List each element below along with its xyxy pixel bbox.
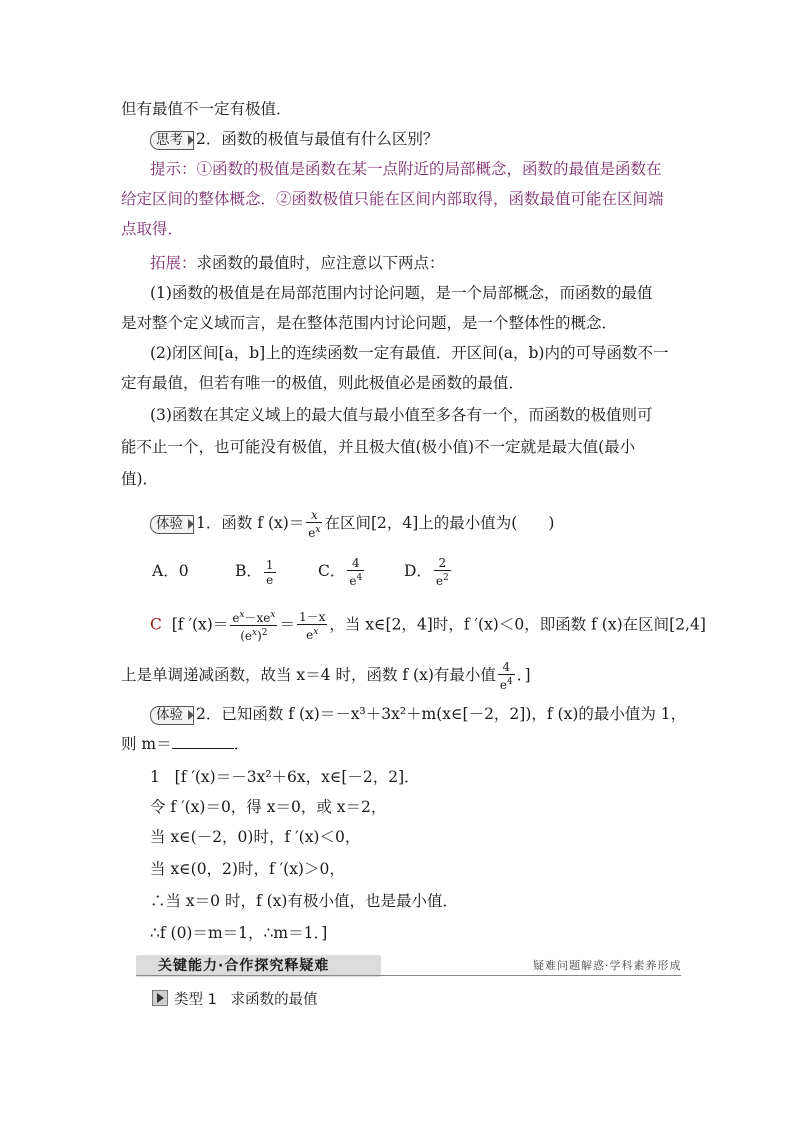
exercise-2-question-line-2 xyxy=(121,733,249,755)
ex2-line2-pre: 则 m＝ xyxy=(121,735,172,753)
exercise-1-solution-line-1 xyxy=(150,608,706,643)
frac-num: 4 xyxy=(498,660,515,675)
exercise-tag: 体验 xyxy=(150,706,194,725)
exercise-1-solution-line-2 xyxy=(121,660,531,692)
den-part: e xyxy=(306,627,314,642)
frac-num: 1－x xyxy=(298,609,326,624)
frac-den-sup: 4 xyxy=(356,573,363,583)
expand-p1b: 是对整个定义域而言，是在整体范围内讨论问题，是一个整体性的概念． xyxy=(121,314,618,332)
exercise-2-solution-1 xyxy=(150,766,420,788)
ex1-pre: 1．函数 f (x)＝ xyxy=(196,514,305,532)
think-text: 2．函数的极值与最值有什么区别？ xyxy=(196,130,439,148)
frac-den xyxy=(297,625,327,642)
expand-text: 求函数的最值时，应注意以下两点： xyxy=(196,254,445,272)
expand-p1a: (1)函数的极值是在局部范围内讨论问题，是一个局部概念，而函数的最值 xyxy=(150,284,653,302)
exercise-1-question xyxy=(150,508,554,540)
exercise-2-solution-5: ∴当 x＝0 时，f (x)有极小值，也是最小值． xyxy=(150,892,458,910)
den-part-2: ) xyxy=(257,629,262,643)
section-subtitle: 疑难问题解惑·学科素养形成 xyxy=(533,959,682,972)
den-part: e xyxy=(499,678,507,692)
fraction xyxy=(306,508,322,540)
den-sup: 4 xyxy=(507,677,513,687)
choice-a-text: A．0 xyxy=(152,562,189,580)
frac-den: e xyxy=(266,572,274,587)
hint-line-2: 给定区间的整体概念．②函数极值只能在区间内部取得，函数最值可能在区间端 xyxy=(121,190,664,208)
num-part-2: －xe xyxy=(244,611,271,625)
answer-blank xyxy=(172,734,234,749)
frac-den-base: e xyxy=(435,574,444,588)
num-part: e xyxy=(232,611,240,625)
choice-c-label: C． xyxy=(318,562,346,580)
frac-num: 1 xyxy=(265,557,274,572)
frac-den xyxy=(498,675,515,692)
den-part: (e xyxy=(240,629,253,643)
ex2-line1: 2．已知函数 f (x)＝－x³＋3x²＋m(x∈[－2，2])，f (x)的最小值为 1， xyxy=(196,705,687,723)
hint-text: ①函数的极值是函数在某一点附近的局部概念，函数的最值是函数在 xyxy=(196,160,662,178)
ex1-post: 在区间[2，4]上的最小值为( ) xyxy=(324,514,555,532)
choice-a xyxy=(152,550,189,592)
frac-den-base: e xyxy=(308,526,316,540)
frac-den xyxy=(306,523,322,540)
choice-b-label: B． xyxy=(235,562,262,580)
solution-fraction-1 xyxy=(230,608,277,643)
frac-num: 2 xyxy=(434,556,451,571)
exercise-2-solution-3: 当 x∈(－2，0)时，f ′(x)＜0， xyxy=(150,828,361,846)
choice-d-label: D． xyxy=(404,562,432,580)
section-divider xyxy=(136,975,681,976)
frac-num xyxy=(230,608,277,626)
frac-den-sup: x xyxy=(315,525,321,535)
think-question xyxy=(150,128,438,150)
num-sup: x xyxy=(239,610,245,620)
expand-p3a: (3)函数在其定义域上的最大值与最小值至多各有一个，而函数的极值则可 xyxy=(150,406,653,424)
exercise-2-solution-4: 当 x∈(0，2)时，f ′(x)＞0， xyxy=(150,860,345,878)
frac-den-sup: 2 xyxy=(443,573,449,583)
hint-line-1 xyxy=(150,158,662,180)
expand-p2b: 定有最值，但若有唯一的极值，则此极值必是函数的最值． xyxy=(121,374,525,392)
expand-p2a: (2)闭区间[a，b]上的连续函数一定有最值．开区间(a，b)内的可导函数不一 xyxy=(150,344,669,362)
section-title: 关键能力·合作探究释疑难 xyxy=(158,958,330,974)
sol2-pre: 上是单调递减函数，故当 x＝4 时，函数 f (x)有最小值 xyxy=(121,666,496,684)
frac-den xyxy=(230,626,277,643)
exercise-2-solution-2: 令 f ′(x)＝0，得 x＝0，或 x＝2， xyxy=(150,798,387,816)
expand-p3b: 能不止一个，也可能没有极值，并且极大值(极小值)不一定就是最大值(最小 xyxy=(121,438,636,456)
sol1-pre: [f ′(x)＝ xyxy=(171,615,229,634)
ex2-answer: 1 xyxy=(150,768,160,786)
hint-line-3: 点取得． xyxy=(121,220,184,238)
expand-label: 拓展： xyxy=(150,254,197,272)
think-tag: 思考 xyxy=(150,131,194,150)
den-sup-2: 2 xyxy=(261,628,268,638)
sol1-post: ，当 x∈[2，4]时，f ′(x)＜0，即函数 f (x)在区间[2,4] xyxy=(329,615,706,634)
exercise-2-question xyxy=(150,703,686,725)
frac-num: 4 xyxy=(347,556,364,571)
choice-b xyxy=(235,550,278,592)
sol2-post: ．] xyxy=(516,666,531,684)
choice-c-frac xyxy=(347,556,364,588)
choice-d xyxy=(404,550,453,592)
expand-p3c: 值)． xyxy=(121,470,159,488)
solution-fraction-2 xyxy=(297,610,327,642)
ex2-line2-post: ． xyxy=(233,735,250,753)
choice-b-frac xyxy=(264,558,276,587)
type-title: 求函数的最值 xyxy=(230,992,318,1008)
type-heading xyxy=(152,988,318,1009)
den-sup: x xyxy=(252,628,258,638)
sol1-eq: ＝ xyxy=(279,615,295,634)
ex2-s1: [f ′(x)＝－3x²＋6x，x∈[－2，2]． xyxy=(174,768,420,786)
exercise-tag: 体验 xyxy=(150,515,194,534)
solution-fraction-3 xyxy=(498,660,515,692)
frac-den-base: e xyxy=(349,574,357,588)
answer-letter: C xyxy=(150,615,162,634)
num-sup-2: x xyxy=(270,610,276,620)
den-sup: x xyxy=(313,626,319,637)
play-triangle-icon xyxy=(152,990,168,1006)
frac-num: x xyxy=(306,508,322,523)
type-label: 类型 1 xyxy=(174,992,217,1008)
choice-c xyxy=(318,550,366,592)
text-line: 但有最值不一定有极值． xyxy=(121,100,292,118)
frac-den xyxy=(347,571,364,588)
choice-d-frac xyxy=(434,556,451,588)
frac-den xyxy=(434,571,451,588)
exercise-2-solution-6: ∴f (0)＝m＝1，∴m＝1．] xyxy=(150,924,328,942)
hint-label: 提示： xyxy=(150,160,197,178)
expand-line xyxy=(150,252,445,274)
